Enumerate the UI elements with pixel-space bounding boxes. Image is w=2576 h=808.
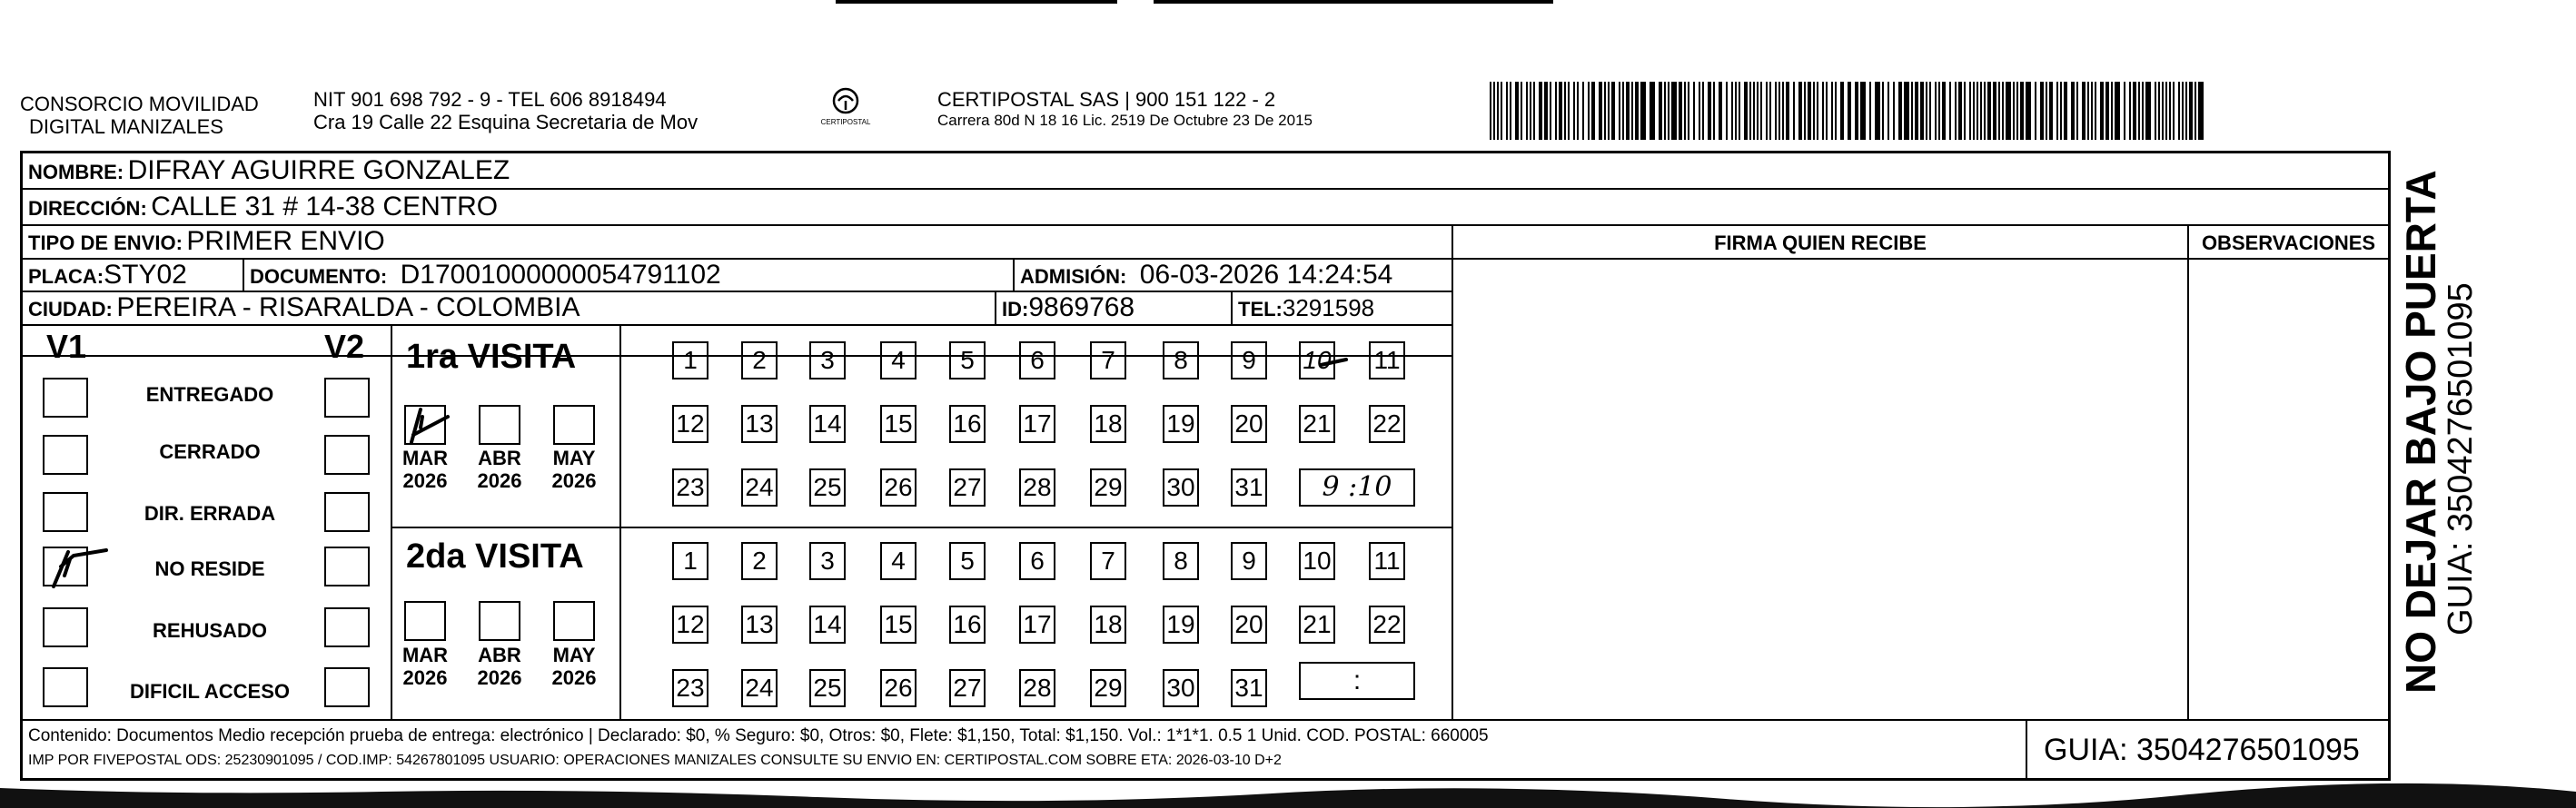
first-visit-day-26[interactable]: 26 (880, 468, 916, 507)
first-visit-abr-label: ABR 2026 (477, 447, 522, 492)
first-visit-day-15[interactable]: 15 (880, 405, 916, 443)
second-visit-day-11[interactable]: 11 (1369, 542, 1405, 580)
second-visit-day-29[interactable]: 29 (1090, 669, 1126, 707)
second-visit-day-31[interactable]: 31 (1231, 669, 1267, 707)
second-visit-day-28[interactable]: 28 (1019, 669, 1055, 707)
first-visit-time-field[interactable]: 9 :10 (1299, 468, 1415, 507)
v1-cerrado-checkbox[interactable] (43, 435, 88, 475)
first-visit-day-10[interactable]: 10 (1299, 341, 1335, 379)
side-guia: GUIA: 3504276501095 (2442, 282, 2480, 636)
first-visit-day-11[interactable]: 11 (1369, 341, 1405, 379)
option-no-reside: NO RESIDE (154, 557, 265, 580)
nombre-row: NOMBRE: DIFRAY AGUIRRE GONZALEZ (28, 155, 510, 185)
second-visit-day-30[interactable]: 30 (1163, 669, 1199, 707)
second-visit-day-2[interactable]: 2 (741, 542, 778, 580)
second-visit-day-1[interactable]: 1 (672, 542, 708, 580)
second-visit-day-20[interactable]: 20 (1231, 606, 1267, 644)
contenido-text: Contenido: Documentos Medio recepción prueba de entrega: electrónico | Declarado: $0, % Seguro: $0, Otros: $0, Flete: $1,150, Total: $1,150. Vol.: 1*1*1. 0.5 1 Unid. COD. POSTAL: 660005 (28, 726, 1489, 745)
first-visit-day-8[interactable]: 8 (1163, 341, 1199, 379)
second-visit-day-6[interactable]: 6 (1019, 542, 1055, 580)
tel-field: TEL:3291598 (1238, 294, 1375, 321)
first-visit-day-27[interactable]: 27 (949, 468, 986, 507)
second-visit-day-5[interactable]: 5 (949, 542, 986, 580)
company-contact: NIT 901 698 792 - 9 - TEL 606 8918494 Cra 19 Calle 22 Esquina Secretaria de Mov (313, 88, 698, 133)
ciudad-field: CIUDAD: PEREIRA - RISARALDA - COLOMBIA (28, 292, 580, 322)
torn-bottom-edge (0, 783, 2576, 808)
footer-guia: GUIA: 3504276501095 (2044, 733, 2360, 767)
second-visit-time-field[interactable]: : (1299, 662, 1415, 700)
second-visit-day-23[interactable]: 23 (672, 669, 708, 707)
placa-field: PLACA:STY02 (28, 260, 187, 290)
second-visit-mar-label: MAR 2026 (401, 644, 449, 689)
first-visit-day-18[interactable]: 18 (1090, 405, 1126, 443)
second-visit-day-14[interactable]: 14 (809, 606, 846, 644)
v1-rehusado-checkbox[interactable] (43, 607, 88, 647)
first-visit-day-29[interactable]: 29 (1090, 468, 1126, 507)
first-visit-mar-check-mark (404, 402, 459, 448)
v2-dificil-acceso-checkbox[interactable] (324, 667, 370, 707)
first-visit-day-10-mark (1295, 338, 1359, 383)
first-visit-day-9[interactable]: 9 (1231, 341, 1267, 379)
second-visit-day-18[interactable]: 18 (1090, 606, 1126, 644)
second-visit-day-17[interactable]: 17 (1019, 606, 1055, 644)
option-dificil-acceso: DIFICIL ACCESO (129, 680, 290, 703)
first-visit-day-14[interactable]: 14 (809, 405, 846, 443)
barcode (1490, 82, 2209, 140)
top-cut-line-right (1154, 0, 1553, 4)
second-visit-day-25[interactable]: 25 (809, 669, 846, 707)
first-visit-day-7[interactable]: 7 (1090, 341, 1126, 379)
option-entregado: ENTREGADO (145, 383, 274, 406)
option-cerrado: CERRADO (159, 440, 261, 463)
second-visit-day-12[interactable]: 12 (672, 606, 708, 644)
second-visit-abr-checkbox[interactable] (479, 601, 520, 641)
v1-entregado-checkbox[interactable] (43, 378, 88, 418)
first-visit-title: 1ra VISITA (406, 338, 577, 376)
second-visit-day-21[interactable]: 21 (1299, 606, 1335, 644)
second-visit-may-checkbox[interactable] (553, 601, 595, 641)
first-visit-day-23[interactable]: 23 (672, 468, 708, 507)
v1-dificil-acceso-checkbox[interactable] (43, 667, 88, 707)
first-visit-day-4[interactable]: 4 (880, 341, 916, 379)
documento-field: DOCUMENTO: D17001000000054791102 (250, 260, 721, 290)
first-visit-day-28[interactable]: 28 (1019, 468, 1055, 507)
first-visit-day-12[interactable]: 12 (672, 405, 708, 443)
first-visit-day-30[interactable]: 30 (1163, 468, 1199, 507)
first-visit-day-22[interactable]: 22 (1369, 405, 1405, 443)
id-field: ID:9869768 (1002, 292, 1135, 322)
first-visit-day-5[interactable]: 5 (949, 341, 986, 379)
first-visit-day-24[interactable]: 24 (741, 468, 778, 507)
first-visit-day-2[interactable]: 2 (741, 341, 778, 379)
courier-logo: CERTIPOSTAL (817, 87, 874, 126)
first-visit-day-16[interactable]: 16 (949, 405, 986, 443)
second-visit-day-19[interactable]: 19 (1163, 606, 1199, 644)
first-visit-day-21[interactable]: 21 (1299, 405, 1335, 443)
second-visit-day-7[interactable]: 7 (1090, 542, 1126, 580)
v2-dir-errada-checkbox[interactable] (324, 492, 370, 532)
first-visit-day-6[interactable]: 6 (1019, 341, 1055, 379)
second-visit-may-label: MAY 2026 (551, 644, 597, 689)
second-visit-abr-label: ABR 2026 (477, 644, 522, 689)
option-dir-errada: DIR. ERRADA (144, 502, 276, 525)
courier-info: CERTIPOSTAL SAS | 900 151 122 - 2 Carrera 80d N 18 16 Lic. 2519 De Octubre 23 De 2015 (937, 88, 1313, 129)
second-visit-day-22[interactable]: 22 (1369, 606, 1405, 644)
second-visit-day-10[interactable]: 10 (1299, 542, 1335, 580)
second-visit-day-3[interactable]: 3 (809, 542, 846, 580)
first-visit-day-31[interactable]: 31 (1231, 468, 1267, 507)
direccion-row: DIRECCIÓN: CALLE 31 # 14-38 CENTRO (28, 192, 499, 222)
first-visit-day-1[interactable]: 1 (672, 341, 708, 379)
no-reside-check-mark (43, 539, 115, 594)
second-visit-day-13[interactable]: 13 (741, 606, 778, 644)
first-visit-day-20[interactable]: 20 (1231, 405, 1267, 443)
first-visit-may-checkbox[interactable] (553, 405, 595, 445)
first-visit-day-19[interactable]: 19 (1163, 405, 1199, 443)
second-visit-day-4[interactable]: 4 (880, 542, 916, 580)
second-visit-day-24[interactable]: 24 (741, 669, 778, 707)
imp-text: IMP POR FIVEPOSTAL ODS: 25230901095 / COD.IMP: 54267801095 USUARIO: OPERACIONES MANIZALES CONSULTE SU ENVIO EN: CERTIPOSTAL.COM SOBRE ETA: 2026-03-10 D+2 (28, 753, 1282, 768)
delivery-form (20, 151, 2391, 781)
second-visit-mar-checkbox[interactable] (404, 601, 446, 641)
first-visit-mar-label: MAR 2026 (401, 447, 449, 492)
firma-header: FIRMA QUIEN RECIBE (1714, 232, 1927, 254)
tipo-envio-row: TIPO DE ENVIO: PRIMER ENVIO (28, 226, 385, 256)
first-visit-day-13[interactable]: 13 (741, 405, 778, 443)
company-name: CONSORCIO MOVILIDAD DIGITAL MANIZALES (20, 93, 259, 138)
no-dejar-bajo-puerta: NO DEJAR BAJO PUERTA (2397, 170, 2444, 694)
v1-header: V1 (46, 328, 87, 365)
second-visit-day-15[interactable]: 15 (880, 606, 916, 644)
v2-header: V2 (324, 328, 365, 365)
second-visit-title: 2da VISITA (406, 537, 584, 576)
first-visit-may-label: MAY 2026 (551, 447, 597, 492)
second-visit-day-26[interactable]: 26 (880, 669, 916, 707)
second-visit-day-27[interactable]: 27 (949, 669, 986, 707)
first-visit-abr-checkbox[interactable] (479, 405, 520, 445)
side-text (2397, 145, 2480, 694)
second-visit-day-9[interactable]: 9 (1231, 542, 1267, 580)
first-visit-day-3[interactable]: 3 (809, 341, 846, 379)
first-visit-day-25[interactable]: 25 (809, 468, 846, 507)
option-rehusado: REHUSADO (153, 619, 267, 642)
top-cut-line-left (836, 0, 1117, 4)
v2-cerrado-checkbox[interactable] (324, 435, 370, 475)
admision-field: ADMISIÓN: 06-03-2026 14:24:54 (1020, 260, 1393, 290)
v1-dir-errada-checkbox[interactable] (43, 492, 88, 532)
second-visit-day-16[interactable]: 16 (949, 606, 986, 644)
second-visit-day-8[interactable]: 8 (1163, 542, 1199, 580)
first-visit-day-17[interactable]: 17 (1019, 405, 1055, 443)
v2-rehusado-checkbox[interactable] (324, 607, 370, 647)
v2-no-reside-checkbox[interactable] (324, 547, 370, 586)
v2-entregado-checkbox[interactable] (324, 378, 370, 418)
observaciones-header: OBSERVACIONES (2201, 232, 2376, 254)
